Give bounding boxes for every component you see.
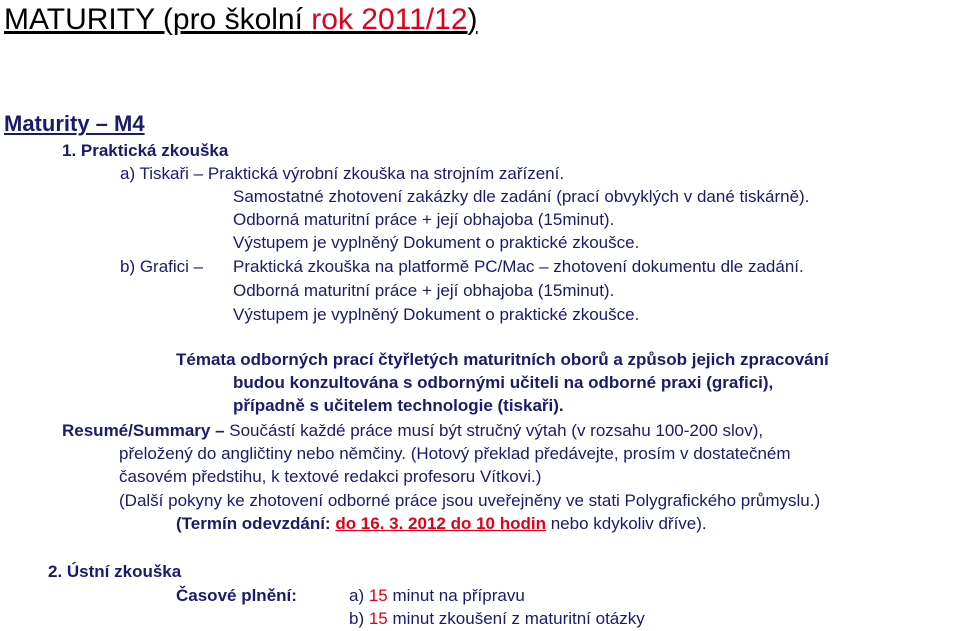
graphics-label: b) Grafici –: [120, 257, 204, 276]
resume-line-2: přeložený do angličtiny nebo němčiny. (Hotový překlad předávejte, prosím v dostatečném: [119, 444, 791, 463]
topics-line-3: případně s učitelem technologie (tiskaři).: [233, 396, 564, 415]
prep-prefix: a): [349, 586, 369, 605]
title-close: ): [467, 3, 478, 36]
resume-text-1: Součástí každé práce musí být stručný výtah (v rozsahu 100-200 slov),: [229, 421, 764, 440]
exam-minutes: 15: [368, 609, 388, 628]
exam-prefix: b): [349, 609, 369, 628]
graphics-line: [120, 256, 804, 278]
printers-line-3: Odborná maturitní práce + její obhajoba (15minut).: [233, 210, 615, 229]
topics-line-2: budou konzultována s odbornými učiteli na odborné praxi (grafici),: [233, 373, 774, 392]
deadline-date: do 16. 3. 2012 do 10 hodin: [335, 514, 546, 533]
graphics-line-2: Odborná maturitní práce + její obhajoba (15minut).: [233, 281, 615, 300]
resume-line-1: [62, 420, 763, 442]
prep-line: [349, 585, 525, 607]
resume-line-4: (Další pokyny ke zhotovení odborné práce jsou uveřejněny ve stati Polygrafického průmyslu.): [119, 491, 821, 510]
printers-line-2: Samostatné zhotovení zakázky dle zadání (prací obvyklých v dané tiskárně).: [233, 187, 810, 206]
exam-text: minut zkoušení z maturitní otázky: [387, 609, 645, 628]
deadline-label: (Termín odevzdání:: [176, 514, 336, 533]
printers-line-4: Výstupem je vyplněný Dokument o praktické zkoušce.: [233, 233, 640, 252]
resume-line-3: časovém předstihu, k textové redakci profesoru Vítkovi.): [119, 467, 542, 486]
deadline-rest: nebo kdykoliv dříve).: [546, 514, 707, 533]
section-subtitle: Maturity – M4: [4, 111, 145, 136]
resume-label: Resumé/Summary –: [62, 421, 230, 440]
time-label: Časové plnění:: [176, 586, 297, 605]
oral-heading: 2. Ústní zkouška: [48, 562, 182, 581]
topics-line-1: Témata odborných prací čtyřletých maturitních oborů a způsob jejich zpracování: [176, 350, 829, 369]
graphics-text: Praktická zkouška na platformě PC/Mac – zhotovení dokumentu dle zadání.: [233, 257, 804, 276]
printers-line: [120, 163, 564, 185]
deadline-line: [176, 513, 707, 535]
exam-line: [349, 608, 645, 630]
prep-text: minut na přípravu: [387, 586, 525, 605]
title-main: MATURITY (pro školní: [4, 3, 312, 36]
page-title: [4, 2, 478, 38]
title-year: rok 2011/12: [311, 3, 468, 36]
graphics-line-3: Výstupem je vyplněný Dokument o praktické zkoušce.: [233, 305, 640, 324]
prep-minutes: 15: [368, 586, 388, 605]
printers-text: Praktická výrobní zkouška na strojním zařízení.: [207, 164, 565, 183]
practical-heading: 1. Praktická zkouška: [62, 141, 229, 160]
printers-label: a) Tiskaři –: [120, 164, 208, 183]
